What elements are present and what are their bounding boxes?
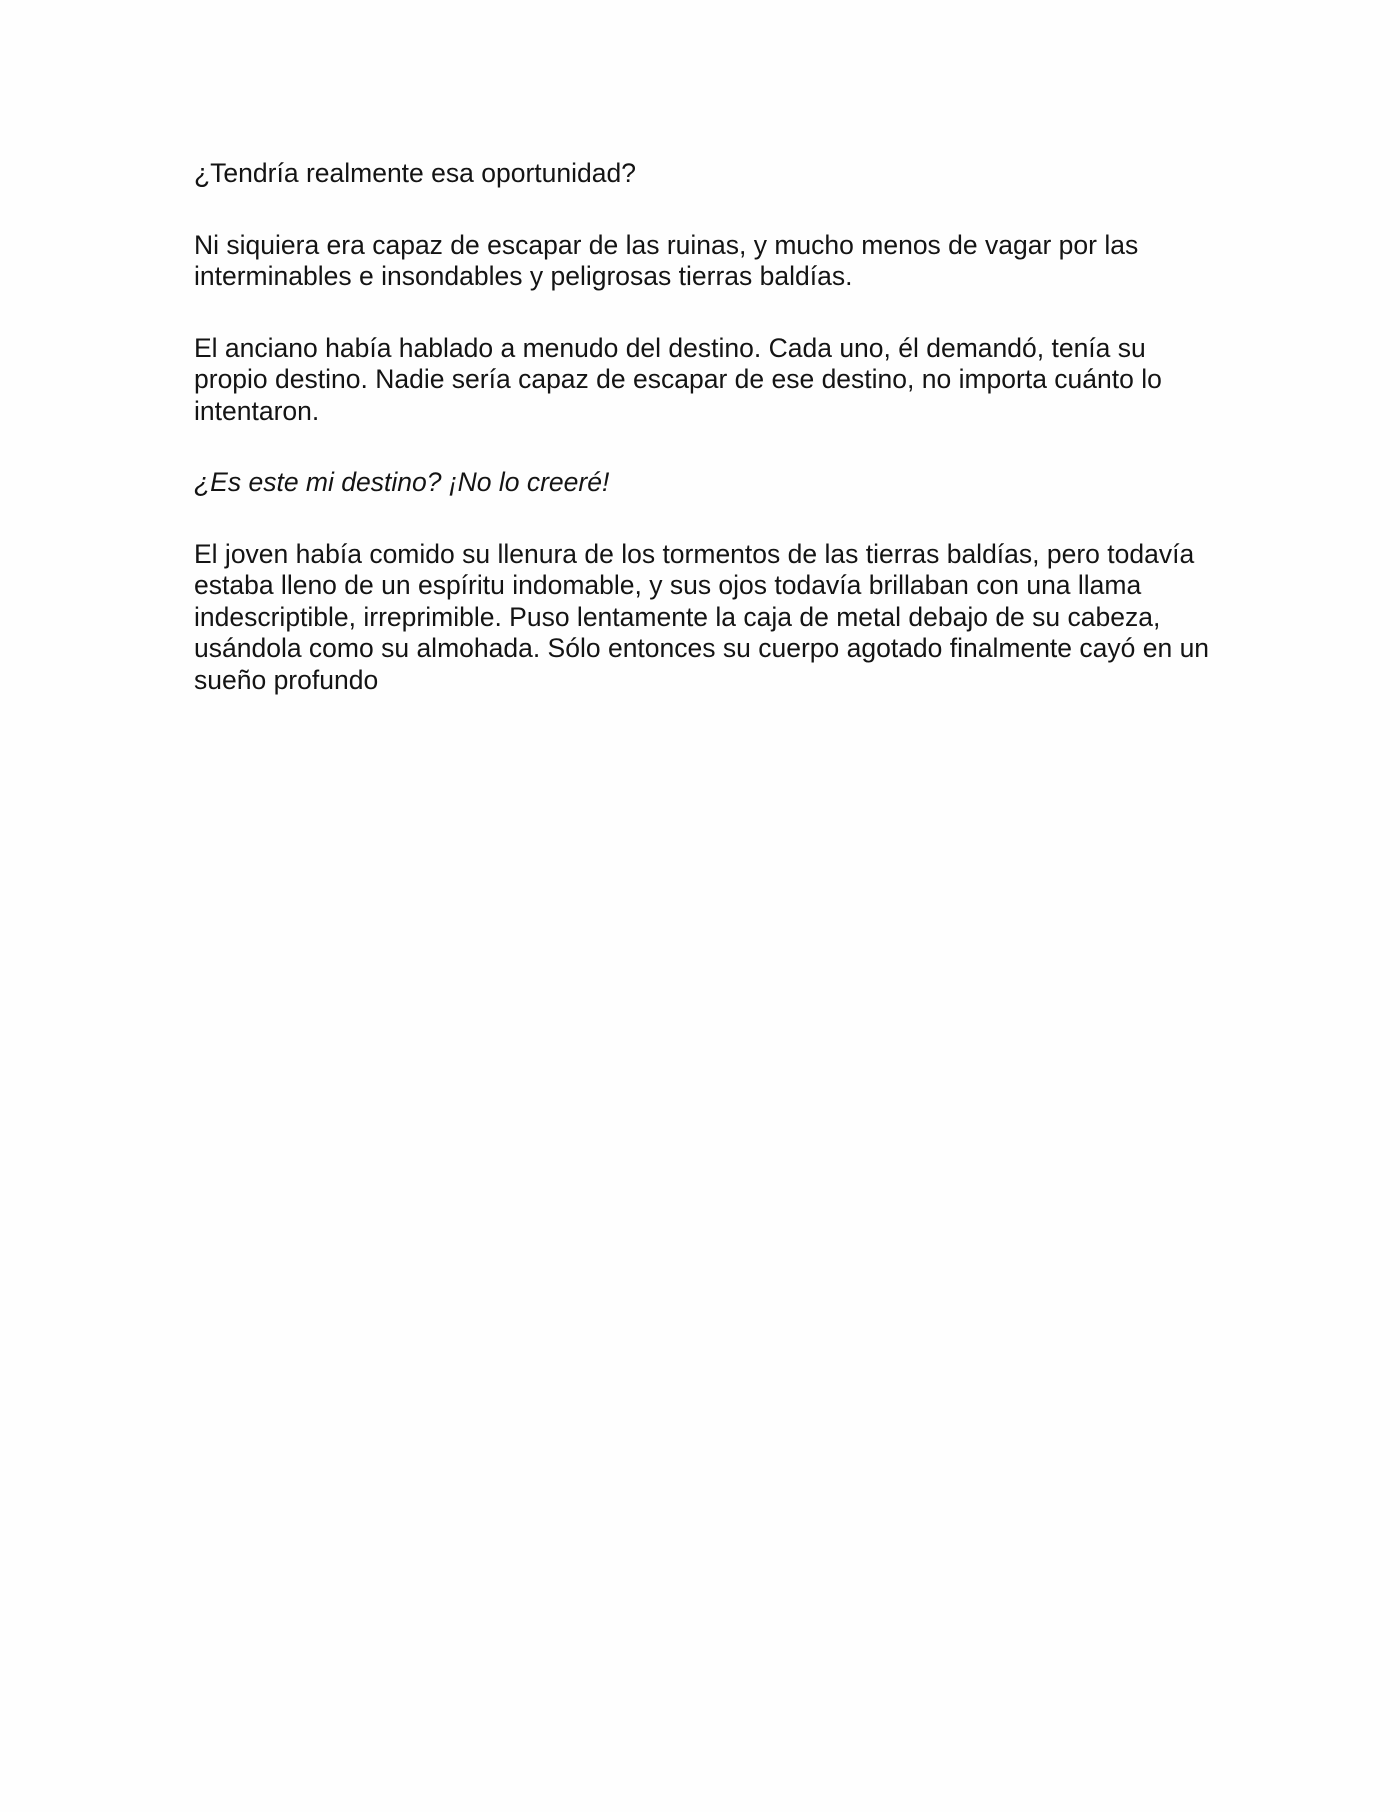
paragraph-3: El anciano había hablado a menudo del destino. Cada uno, él demandó, tenía su propio destino. Nadie sería capaz de escapar de ese destino, no importa cuánto lo intentaron. bbox=[194, 332, 1162, 426]
paragraph-4-italic: ¿Es este mi destino? ¡No lo creeré! bbox=[194, 467, 610, 497]
document-body bbox=[194, 158, 1224, 736]
paragraph-2: Ni siquiera era capaz de escapar de las ruinas, y mucho menos de vagar por las interminables e insondables y peligrosas tierras baldías. bbox=[194, 229, 1139, 291]
paragraph-1: ¿Tendría realmente esa oportunidad? bbox=[194, 158, 636, 188]
paragraph-5: El joven había comido su llenura de los tormentos de las tierras baldías, pero todavía estaba lleno de un espíritu indomable, y sus ojos todavía brillaban con una llama indescriptible, irreprimible. Puso lentamente la caja de metal debajo de su cabeza, usándola como su almohada. Sólo entonces su cuerpo agotado finalmente cayó en un sueño profundo bbox=[194, 538, 1210, 695]
